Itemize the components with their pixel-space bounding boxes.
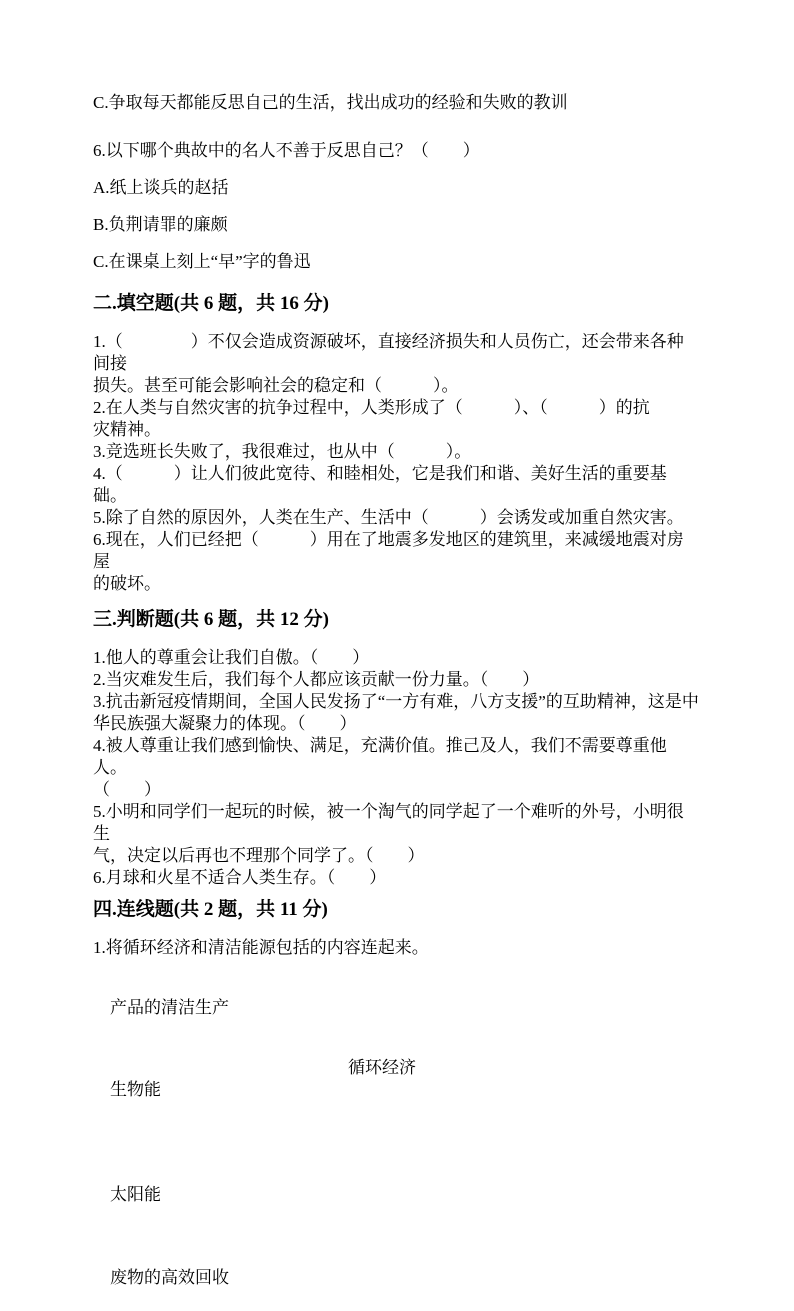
judge-item-2: 2.当灾难发生后，我们每个人都应该贡献一份力量。（ ） [93,670,540,689]
fill-section-body [93,331,700,595]
judge-item-4-line-1: 4.被人尊重让我们感到愉快、满足，充满价值。推己及人，我们不需要尊重他人。 [93,736,667,777]
match-left-label: 生物能 [110,1080,161,1099]
match-left-item-3 [93,1162,700,1228]
match-section-heading: 四.连线题(共 2 题，共 11 分) [93,899,328,920]
judge-item-1: 1.他人的尊重会让我们自傲。（ ） [93,648,370,667]
match-left-label: 太阳能 [110,1185,161,1204]
fill-item-6-line-2: 的破坏。 [93,574,161,593]
fill-item-6-line-1: 6.现在，人们已经把（ ）用在了地震多发地区的建筑里，来减缓地震对房屋 [93,530,684,571]
match-left-item-1 [93,975,700,1041]
judge-item-6: 6.月球和火星不适合人类生存。（ ） [93,868,387,887]
match-left-label: 产品的清洁生产 [110,998,229,1017]
judge-section-heading: 三.判断题(共 6 题，共 12 分) [93,609,329,630]
match-left-label: 废物的高效回收 [110,1268,229,1287]
match-item-1-intro: 1.将循环经济和清洁能源包括的内容连起来。 [93,938,429,957]
fill-section-heading: 二.填空题(共 6 题，共 16 分) [93,293,329,314]
fill-item-1-line-1: 1.（ ）不仅会造成资源破坏，直接经济损失和人员伤亡，还会带来各种间接 [93,332,684,373]
mc-question-6-option-a: A.纸上谈兵的赵括 [93,178,229,197]
fill-item-2-line-1: 2.在人类与自然灾害的抗争过程中，人类形成了（ ）、（ ）的抗 [93,398,650,417]
fill-item-1-line-2: 损失。甚至可能会影响社会的稳定和（ ）。 [93,376,459,395]
mc-option-c-carryover: C.争取每天都能反思自己的生活，找出成功的经验和失败的教训 [93,93,568,112]
judge-item-3-line-1: 3.抗击新冠疫情期间，全国人民发扬了“一方有难，八方支援”的互助精神，这是中 [93,692,699,711]
match-row-with-right-column [93,1057,700,1145]
judge-item-4-line-2: （ ） [93,780,161,799]
mc-question-6-option-c: C.在课桌上刻上“早”字的鲁迅 [93,252,311,271]
judge-item-3-line-2: 华民族强大凝聚力的体现。（ ） [93,714,357,733]
judge-item-5-line-1: 5.小明和同学们一起玩的时候，被一个淘气的同学起了一个难听的外号，小明很生 [93,802,684,843]
judge-item-5-line-2: 气，决定以后再也不理那个同学了。（ ） [93,846,425,865]
judge-section-body [93,647,700,889]
match-left-item-4 [93,1245,700,1311]
fill-item-3: 3.竞选班长失败了，我很难过，也从中（ ）。 [93,442,472,461]
mc-question-6: 6.以下哪个典故中的名人不善于反思自己？（ ） [93,141,480,160]
match-right-label: 循环经济 [348,1058,416,1077]
mc-question-6-option-b: B.负荆请罪的廉颇 [93,215,228,234]
fill-item-2-line-2: 灾精神。 [93,420,161,439]
fill-item-4: 4.（ ）让人们彼此宽待、和睦相处，它是我们和谐、美好生活的重要基础。 [93,464,667,505]
fill-item-5: 5.除了自然的原因外，人类在生产、生活中（ ）会诱发或加重自然灾害。 [93,508,684,527]
